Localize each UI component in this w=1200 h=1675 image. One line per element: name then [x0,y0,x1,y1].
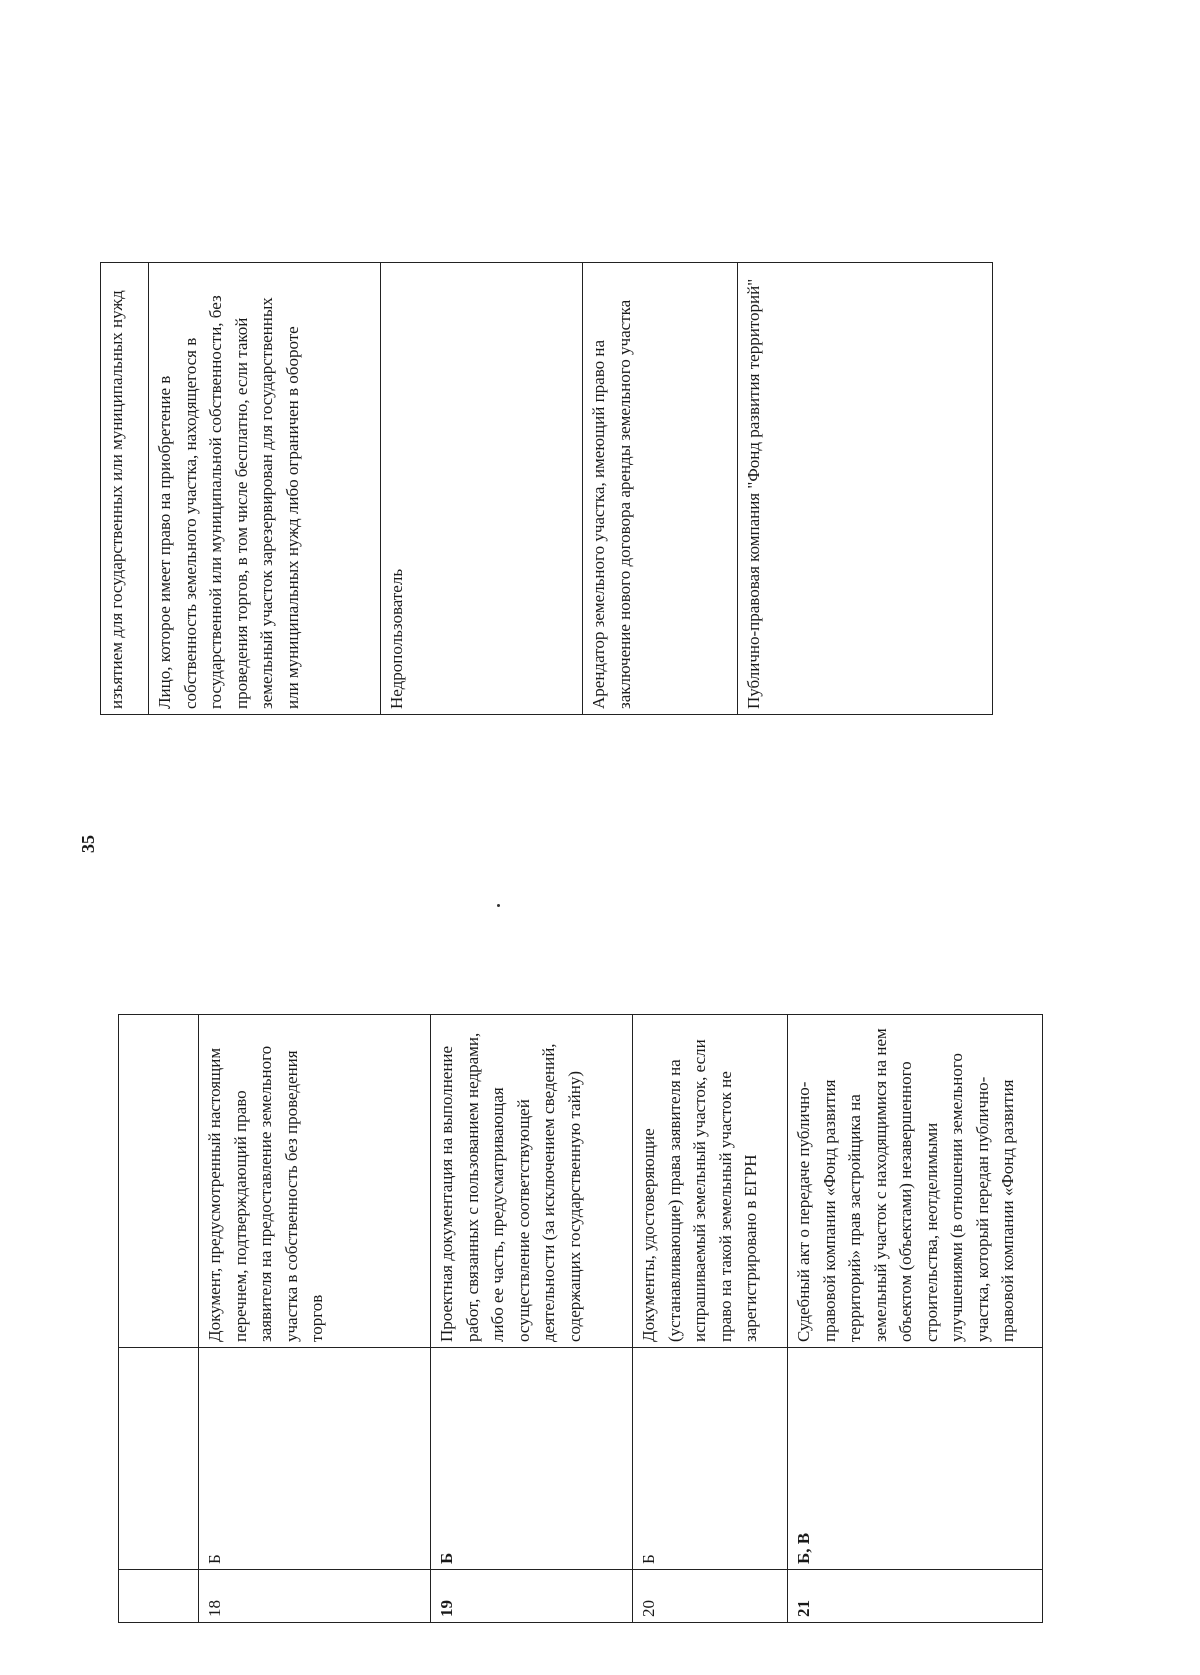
row-number [119,1570,199,1623]
scan-speck [497,904,500,907]
table-row [119,1015,199,1623]
left-documents-table [118,1014,1043,1623]
row-category: Б [431,1348,633,1570]
table-row [149,263,381,715]
row-applicant: Недропользователь [381,263,583,715]
table-row [101,263,149,715]
row-applicant: Арендатор земельного участка, имеющий право на заключение нового договора аренды земельного участка [583,263,738,715]
table-row [381,263,583,715]
row-applicant: Публично-правовая компания "Фонд развития территорий" [738,263,993,715]
row-applicant: изъятием для государственных или муниципальных нужд [101,263,149,715]
row-document [119,1015,199,1348]
table-row [788,1015,1043,1623]
page-number: 35 [78,835,98,853]
table-row [633,1015,788,1623]
row-document: Документ, предусмотренный настоящим перечнем, подтверждающий право заявителя на предоставление земельного участка в собственность без проведения торгов [199,1015,431,1348]
row-category: Б [199,1348,431,1570]
table-row [583,263,738,715]
table-row [199,1015,431,1623]
row-document: Документы, удостоверяющие (устанавливающие) права заявителя на испрашиваемый земельный участок, если право на такой земельный участок не зарегистрировано в ЕГРН [633,1015,788,1348]
row-number: 21 [788,1570,1043,1623]
row-number: 18 [199,1570,431,1623]
row-category: Б, В [788,1348,1043,1570]
row-document: Проектная документация на выполнение работ, связанных с пользованием недрами, либо ее часть, предусматривающая осуществление соответствующей деятельности (за исключением сведений, содержащих государственную тайну) [431,1015,633,1348]
row-category: Б [633,1348,788,1570]
row-category [119,1348,199,1570]
row-applicant: Лицо, которое имеет право на приобретение в собственность земельного участка, находящегося в государственной или муниципальной собственности, без проведения торгов, в том числе бесплатно, если такой земельный участок зарезервирован для государственных или муниципальных нужд либо ограничен в обороте [149,263,381,715]
right-applicants-table [100,262,993,715]
row-document: Судебный акт о передаче публично-правовой компании «Фонд развития территорий» прав застройщика на земельный участок с находящимися на нем объектом (объектами) незавершенного строительства, неотделимыми улучшениями (в отношении земельного участка, который передан публично-правовой компании «Фонд развития [788,1015,1043,1348]
table-row [738,263,993,715]
row-number: 20 [633,1570,788,1623]
row-number: 19 [431,1570,633,1623]
table-row [431,1015,633,1623]
